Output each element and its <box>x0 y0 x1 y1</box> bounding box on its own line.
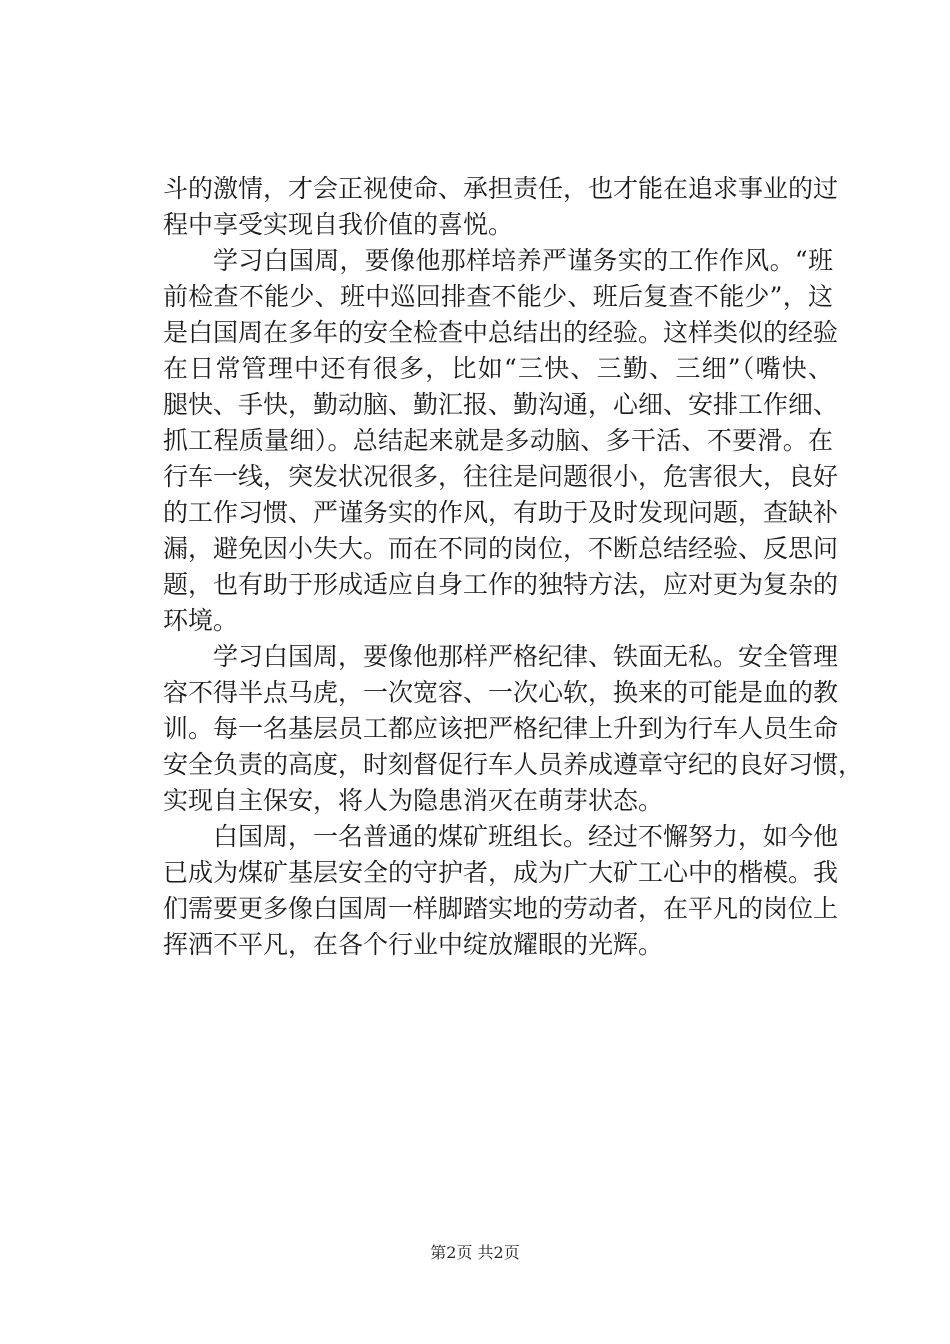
text-line: 前检查不能少、班中巡回排查不能少、班后复查不能少”，这 <box>163 282 833 311</box>
text-line: 安全负责的高度，时刻督促行车人员养成遵章守纪的良好习惯， <box>163 750 864 779</box>
text-line: 环境。 <box>163 606 239 635</box>
text-line: 是白国周在多年的安全检查中总结出的经验。这样类似的经验 <box>163 318 839 347</box>
paragraph-start-line: 学习白国周，要像他那样培养严谨务实的工作作风。“班 <box>213 246 833 275</box>
text-line: 抓工程质量细）。总结起来就是多动脑、多干活、不要滑。在 <box>163 426 833 455</box>
text-line: 的工作习惯、严谨务实的作风，有助于及时发现问题，查缺补 <box>163 498 839 527</box>
text-line: 斗的激情，才会正视使命、承担责任，也才能在追求事业的过 <box>163 174 839 203</box>
text-line: 行车一线，突发状况很多，往往是问题很小，危害很大，良好 <box>163 462 839 491</box>
text-line: 容不得半点马虎，一次宽容、一次心软，换来的可能是血的教 <box>163 678 839 707</box>
text-line: 训。每一名基层员工都应该把严格纪律上升到为行车人员生命 <box>163 714 839 743</box>
text-line: 们需要更多像白国周一样脚踏实地的劳动者，在平凡的岗位上 <box>163 894 839 923</box>
document-body <box>163 171 864 963</box>
text-line: 题，也有助于形成适应自身工作的独特方法，应对更为复杂的 <box>163 570 839 599</box>
page-footer: 第2页 共2页 <box>430 1243 520 1262</box>
text-line: 漏，避免因小失大。而在不同的岗位，不断总结经验、反思问 <box>163 534 839 563</box>
paragraph-start-line: 学习白国周，要像他那样严格纪律、铁面无私。安全管理 <box>213 642 839 671</box>
text-line: 在日常管理中还有很多，比如“三快、三勤、三细”（嘴快、 <box>163 354 833 383</box>
text-line: 程中享受实现自我价值的喜悦。 <box>163 210 514 239</box>
text-line: 挥洒不平凡，在各个行业中绽放耀眼的光辉。 <box>163 930 664 959</box>
text-line: 实现自主保安，将人为隐患消灭在萌芽状态。 <box>163 786 664 815</box>
text-line: 腿快、手快，勤动脑、勤汇报、勤沟通，心细、安排工作细、 <box>163 390 839 419</box>
text-line: 已成为煤矿基层安全的守护者，成为广大矿工心中的楷模。我 <box>163 858 839 887</box>
paragraph-start-line: 白国周，一名普通的煤矿班组长。经过不懈努力，如今他 <box>213 822 839 851</box>
